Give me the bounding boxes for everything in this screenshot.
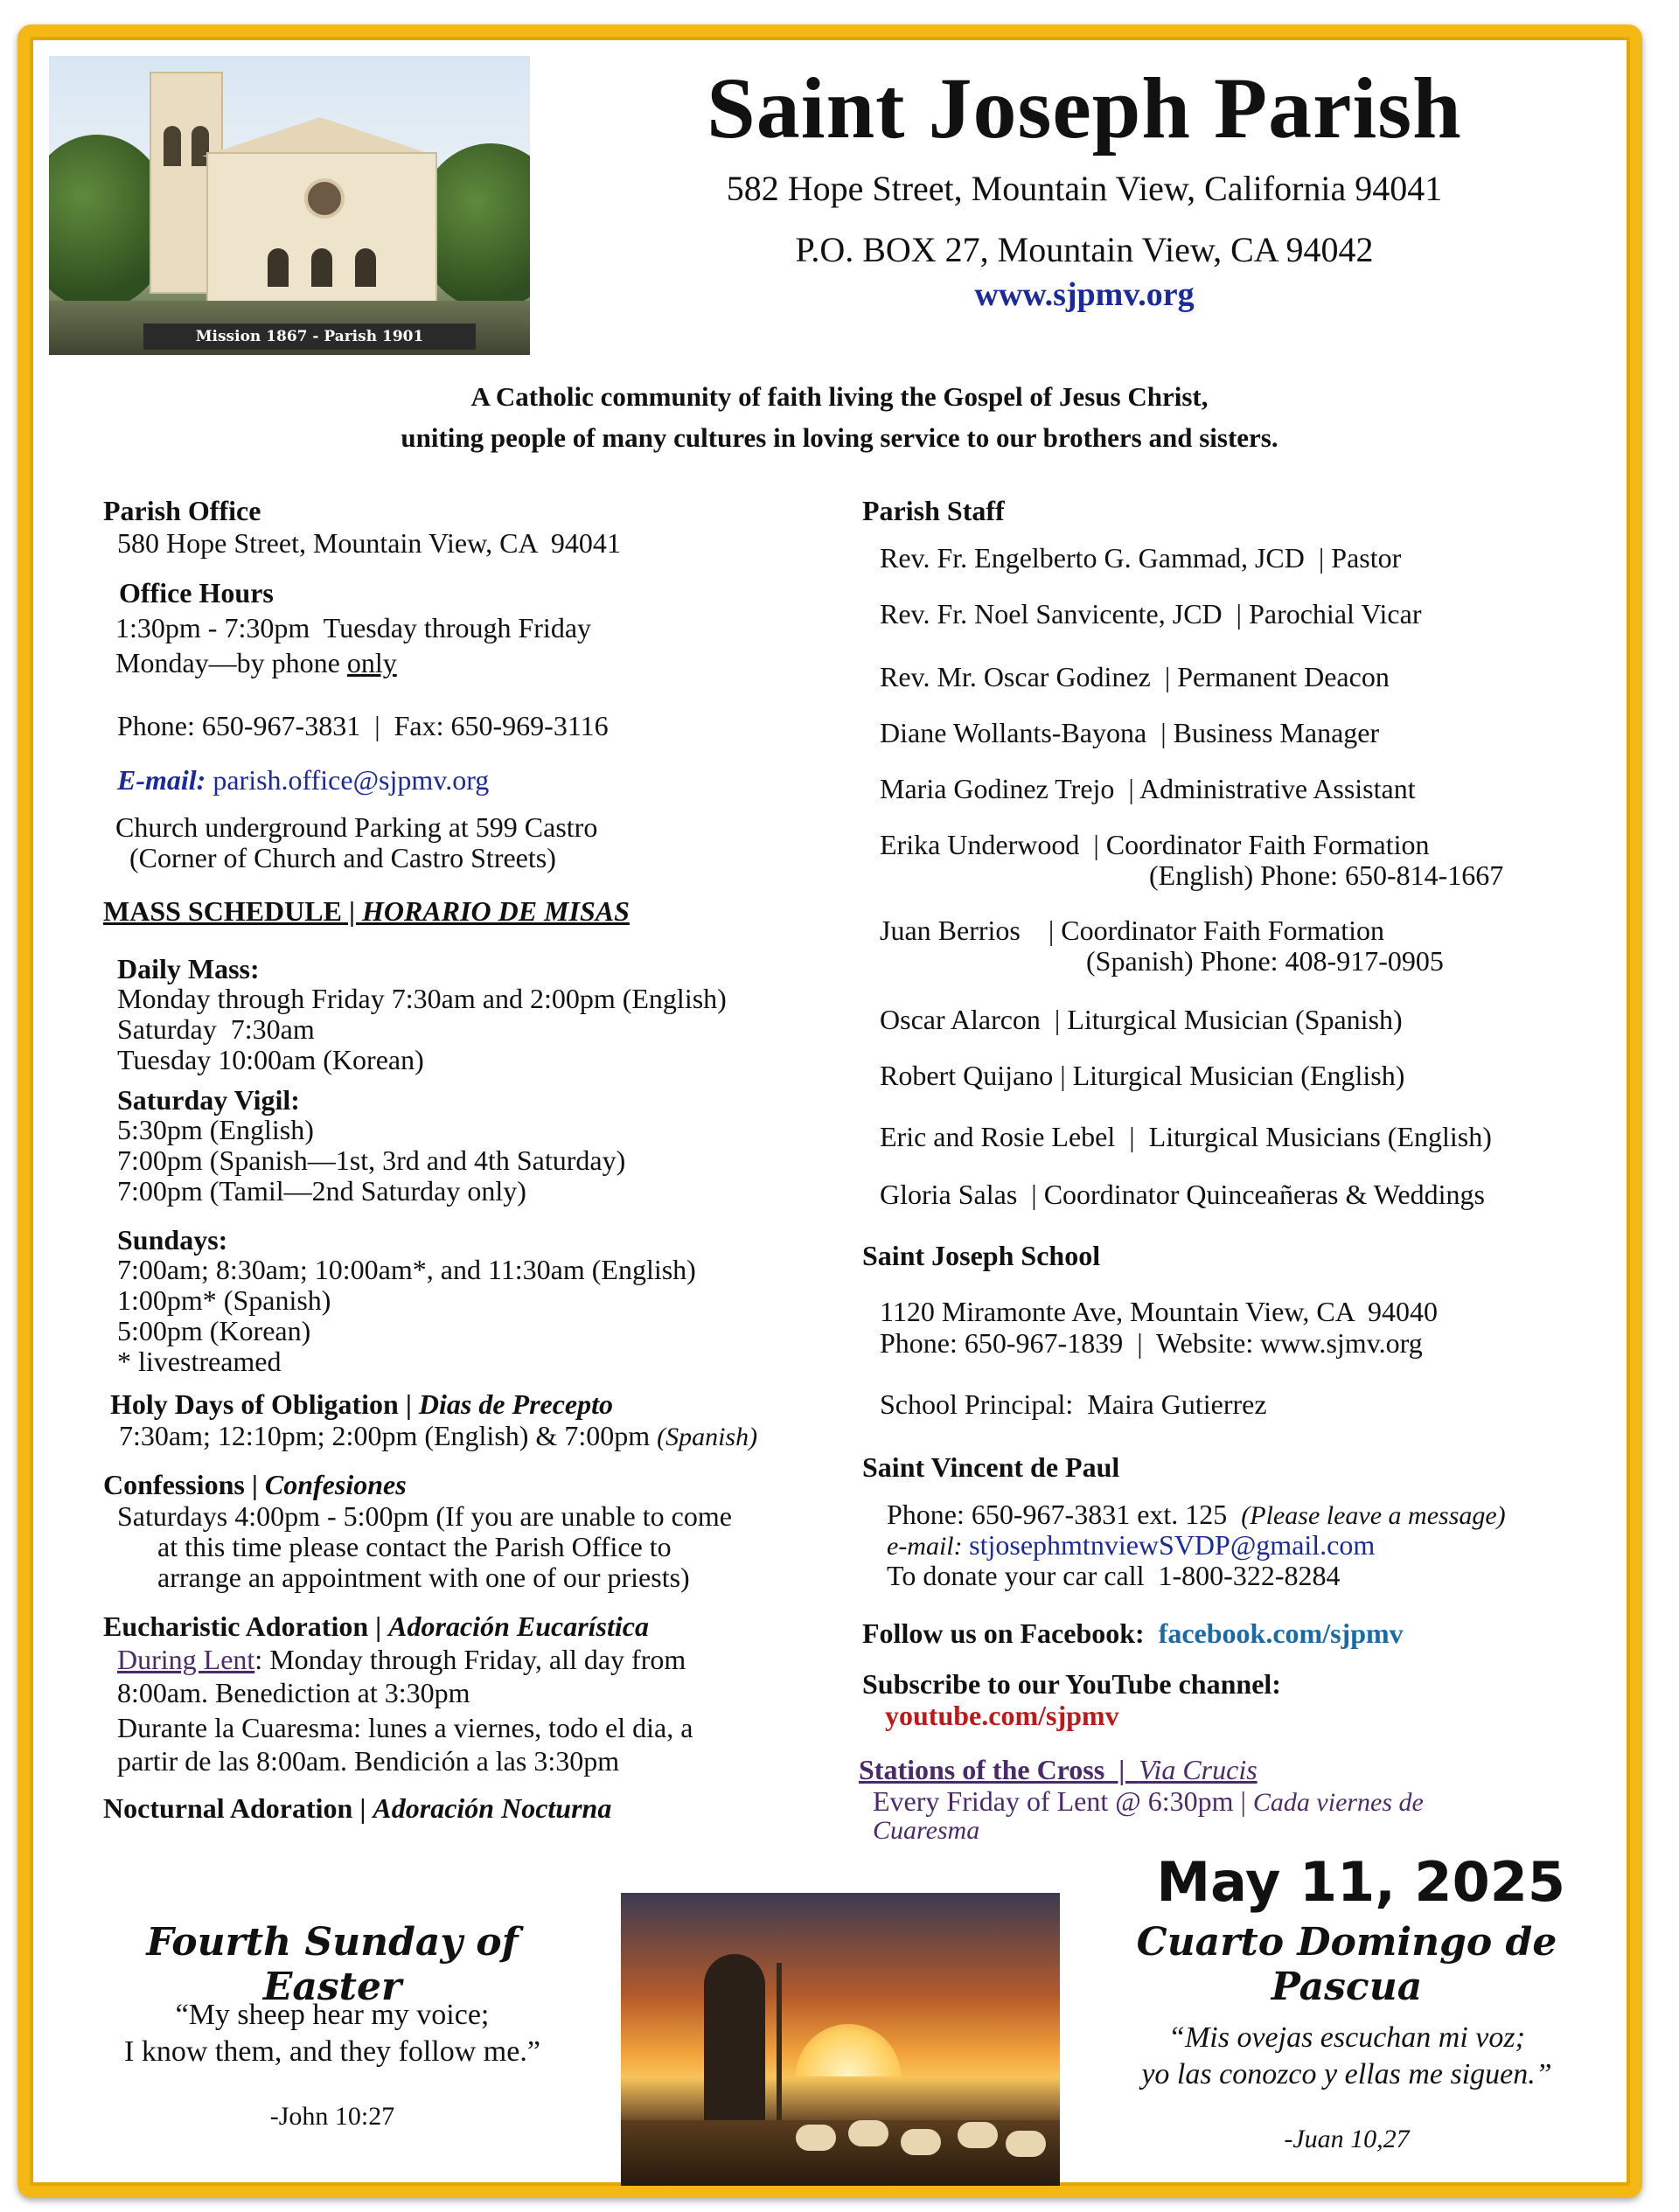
adoration-line: [117, 1644, 686, 1675]
staff-member: Diane Wollants-Bayona | Business Manager: [880, 717, 1380, 748]
staff-member: Erika Underwood | Coordinator Faith Formation: [880, 829, 1430, 860]
photo-caption: Mission 1867 - Parish 1901: [143, 323, 476, 350]
saturday-vigil-heading: Saturday Vigil:: [117, 1084, 300, 1116]
staff-member-phone: (Spanish) Phone: 408-917-0905: [1086, 945, 1444, 977]
youtube-label: Subscribe to our YouTube channel:: [862, 1668, 1281, 1700]
svdp-donate: To donate your car call 1-800-322-8284: [887, 1560, 1341, 1591]
quote-line: “Mis ovejas escuchan mi voz;: [1168, 2021, 1525, 2054]
stations-line: [873, 1785, 1424, 1819]
mission-line: uniting people of many cultures in loving service to our brothers and sisters.: [401, 422, 1278, 453]
confessions-heading: [103, 1469, 407, 1500]
parking-line: (Corner of Church and Castro Streets): [129, 842, 556, 873]
office-email-line: [117, 764, 489, 796]
holy-heading-en: Holy Days of Obligation |: [110, 1388, 419, 1420]
svdp-email-label: e-mail: [887, 1532, 954, 1561]
staff-member: Rev. Fr. Noel Sanvicente, JCD | Parochial Vicar: [880, 598, 1422, 630]
email-label: E-mail:: [117, 764, 213, 796]
staff-member: Rev. Fr. Engelberto G. Gammad, JCD | Pastor: [880, 542, 1402, 574]
confessions-line: Saturdays 4:00pm - 5:00pm (If you are unable to come: [117, 1500, 732, 1532]
english-sunday-title: Fourth Sunday of Easter: [146, 1920, 519, 2009]
staff-member: Gloria Salas | Coordinator Quinceañeras & Weddings: [880, 1179, 1485, 1210]
adoration-line: Durante la Cuaresma: lunes a viernes, todo el dia, a: [117, 1712, 693, 1743]
quote-line: yo las conozco y ellas me siguen.”: [1141, 2058, 1552, 2090]
school-principal: School Principal: Maira Gutierrez: [880, 1388, 1267, 1420]
parking-line: Church underground Parking at 599 Castro: [115, 811, 598, 843]
daily-mass-line: Tuesday 10:00am (Korean): [117, 1044, 424, 1075]
adoration-heading-en: Eucharistic Adoration |: [103, 1610, 389, 1642]
staff-member: Maria Godinez Trejo | Administrative Assistant: [880, 773, 1416, 804]
adoration-line: partir de las 8:00am. Bendición a las 3:30pm: [117, 1745, 620, 1777]
svdp-email-link[interactable]: stjosephmtnviewSVDP@gmail.com: [969, 1529, 1376, 1561]
spanish-sunday-title: Cuarto Domingo de Pascua: [1136, 1920, 1557, 2009]
mission-statement: [105, 376, 1574, 458]
school-phone-website: Phone: 650-967-1839 | Website: www.sjmv.org: [880, 1327, 1423, 1359]
office-address: 580 Hope Street, Mountain View, CA 94041: [117, 527, 621, 559]
website-link[interactable]: www.sjpmv.org: [974, 276, 1195, 313]
holy-days-line: [119, 1420, 757, 1453]
po-box-address: P.O. BOX 27, Mountain View, CA 94042: [795, 230, 1374, 269]
office-email-link[interactable]: parish.office@sjpmv.org: [212, 764, 490, 796]
street-address: 582 Hope Street, Mountain View, California 94041: [726, 169, 1443, 208]
quote-line: “My sheep hear my voice;: [175, 1999, 490, 2031]
facebook-label: Follow us on Facebook: [862, 1617, 1136, 1649]
school-address: 1120 Miramonte Ave, Mountain View, CA 94040: [880, 1296, 1439, 1327]
confessions-line: at this time please contact the Parish Office to: [157, 1531, 672, 1562]
sunday-line: 1:00pm* (Spanish): [117, 1284, 331, 1316]
during-lent: During Lent: [117, 1644, 255, 1675]
stations-heading: [859, 1754, 1258, 1785]
vigil-line: 7:00pm (Tamil—2nd Saturday only): [117, 1175, 526, 1207]
nocturnal-heading-en: Nocturnal Adoration |: [103, 1792, 373, 1824]
spanish-scripture-ref: -Juan 10,27: [1284, 2125, 1410, 2153]
parish-staff-heading: Parish Staff: [862, 495, 1005, 526]
daily-mass-line: Saturday 7:30am: [117, 1013, 315, 1045]
stations-spanish: Cada viernes de: [1252, 1788, 1424, 1817]
staff-member: Robert Quijano | Liturgical Musician (English): [880, 1060, 1405, 1091]
sunday-line: 5:00pm (Korean): [117, 1315, 311, 1346]
parish-office-heading: Parish Office: [103, 495, 261, 526]
stations-heading-es: Via Crucis: [1139, 1754, 1258, 1785]
holy-times: 7:30am; 12:10pm; 2:00pm (English) & 7:00pm: [119, 1420, 658, 1451]
office-hours-line: 1:30pm - 7:30pm Tuesday through Friday: [115, 612, 592, 643]
nocturnal-heading-es: Adoración Nocturna: [373, 1792, 612, 1824]
stations-spanish-cont: Cuaresma: [873, 1816, 980, 1845]
facebook-link[interactable]: facebook.com/sjpmv: [1158, 1617, 1404, 1649]
bulletin-date: May 11, 2025: [1156, 1850, 1565, 1914]
staff-member: Oscar Alarcon | Liturgical Musician (Spanish): [880, 1004, 1403, 1035]
vigil-line: 7:00pm (Spanish—1st, 3rd and 4th Saturday): [117, 1144, 626, 1176]
staff-member: Eric and Rosie Lebel | Liturgical Musicians (English): [880, 1121, 1492, 1152]
daily-mass-heading: Daily Mass:: [117, 953, 260, 984]
svdp-phone-number: Phone: 650-967-3831 ext. 125: [887, 1499, 1242, 1530]
conf-heading-en: Confessions |: [103, 1469, 265, 1500]
sundays-heading: Sundays:: [117, 1224, 228, 1256]
holy-days-heading: [110, 1388, 613, 1420]
parish-title: Saint Joseph Parish: [707, 59, 1462, 157]
svdp-phone: [887, 1499, 1506, 1532]
english-scripture-ref: -John 10:27: [269, 2102, 395, 2131]
hours-text: Monday—by phone: [115, 647, 347, 678]
staff-member: Juan Berrios | Coordinator Faith Formation: [880, 915, 1385, 946]
holy-spanish: (Spanish): [657, 1422, 758, 1451]
phone-fax: Phone: 650-967-3831 | Fax: 650-969-3116: [117, 710, 609, 741]
school-heading: Saint Joseph School: [862, 1240, 1101, 1271]
sunday-line: * livestreamed: [117, 1346, 282, 1377]
adoration-heading: [103, 1610, 649, 1642]
confessions-line: arrange an appointment with one of our priests): [157, 1562, 690, 1593]
staff-member-phone: (English) Phone: 650-814-1667: [1149, 859, 1504, 891]
english-quote: [70, 1997, 595, 2070]
office-hours-heading: Office Hours: [119, 577, 274, 609]
nocturnal-adoration-heading: [103, 1792, 611, 1824]
church-photo: [49, 56, 530, 355]
mass-heading-en: MASS SCHEDULE |: [103, 895, 362, 927]
adoration-line: 8:00am. Benediction at 3:30pm: [117, 1677, 470, 1708]
stations-heading-en: Stations of the Cross |: [859, 1754, 1139, 1785]
facebook-line: Follow us on Facebook: facebook.com/sjpmv: [862, 1617, 1404, 1649]
svdp-email-line: e-mail: stjosephmtnviewSVDP@gmail.com: [887, 1529, 1376, 1561]
svdp-heading: Saint Vincent de Paul: [862, 1451, 1120, 1483]
vigil-line: 5:30pm (English): [117, 1114, 314, 1145]
mass-schedule-heading: [103, 895, 630, 927]
quote-line: I know them, and they follow me.”: [124, 2035, 540, 2068]
holy-heading-es: Dias de Precepto: [418, 1388, 614, 1420]
staff-member: Rev. Mr. Oscar Godinez | Permanent Deacon: [880, 661, 1390, 692]
sunday-line: 7:00am; 8:30am; 10:00am*, and 11:30am (English): [117, 1254, 696, 1285]
conf-heading-es: Confesiones: [264, 1469, 407, 1500]
adoration-heading-es: Adoración Eucarística: [388, 1610, 649, 1642]
adoration-text: : Monday through Friday, all day from: [254, 1644, 686, 1675]
good-shepherd-image: [621, 1893, 1060, 2186]
office-hours-line: [115, 647, 397, 678]
mission-line: A Catholic community of faith living the Gospel of Jesus Christ,: [470, 381, 1209, 412]
mass-heading-es: HORARIO DE MISAS: [362, 895, 630, 927]
svdp-phone-note: (Please leave a message): [1241, 1501, 1506, 1530]
stations-time: Every Friday of Lent @ 6:30pm |: [873, 1785, 1253, 1817]
spanish-quote: [1084, 2020, 1609, 2093]
hours-only: only: [346, 647, 397, 678]
youtube-link[interactable]: youtube.com/sjpmv: [885, 1700, 1119, 1731]
daily-mass-line: Monday through Friday 7:30am and 2:00pm (English): [117, 983, 727, 1014]
